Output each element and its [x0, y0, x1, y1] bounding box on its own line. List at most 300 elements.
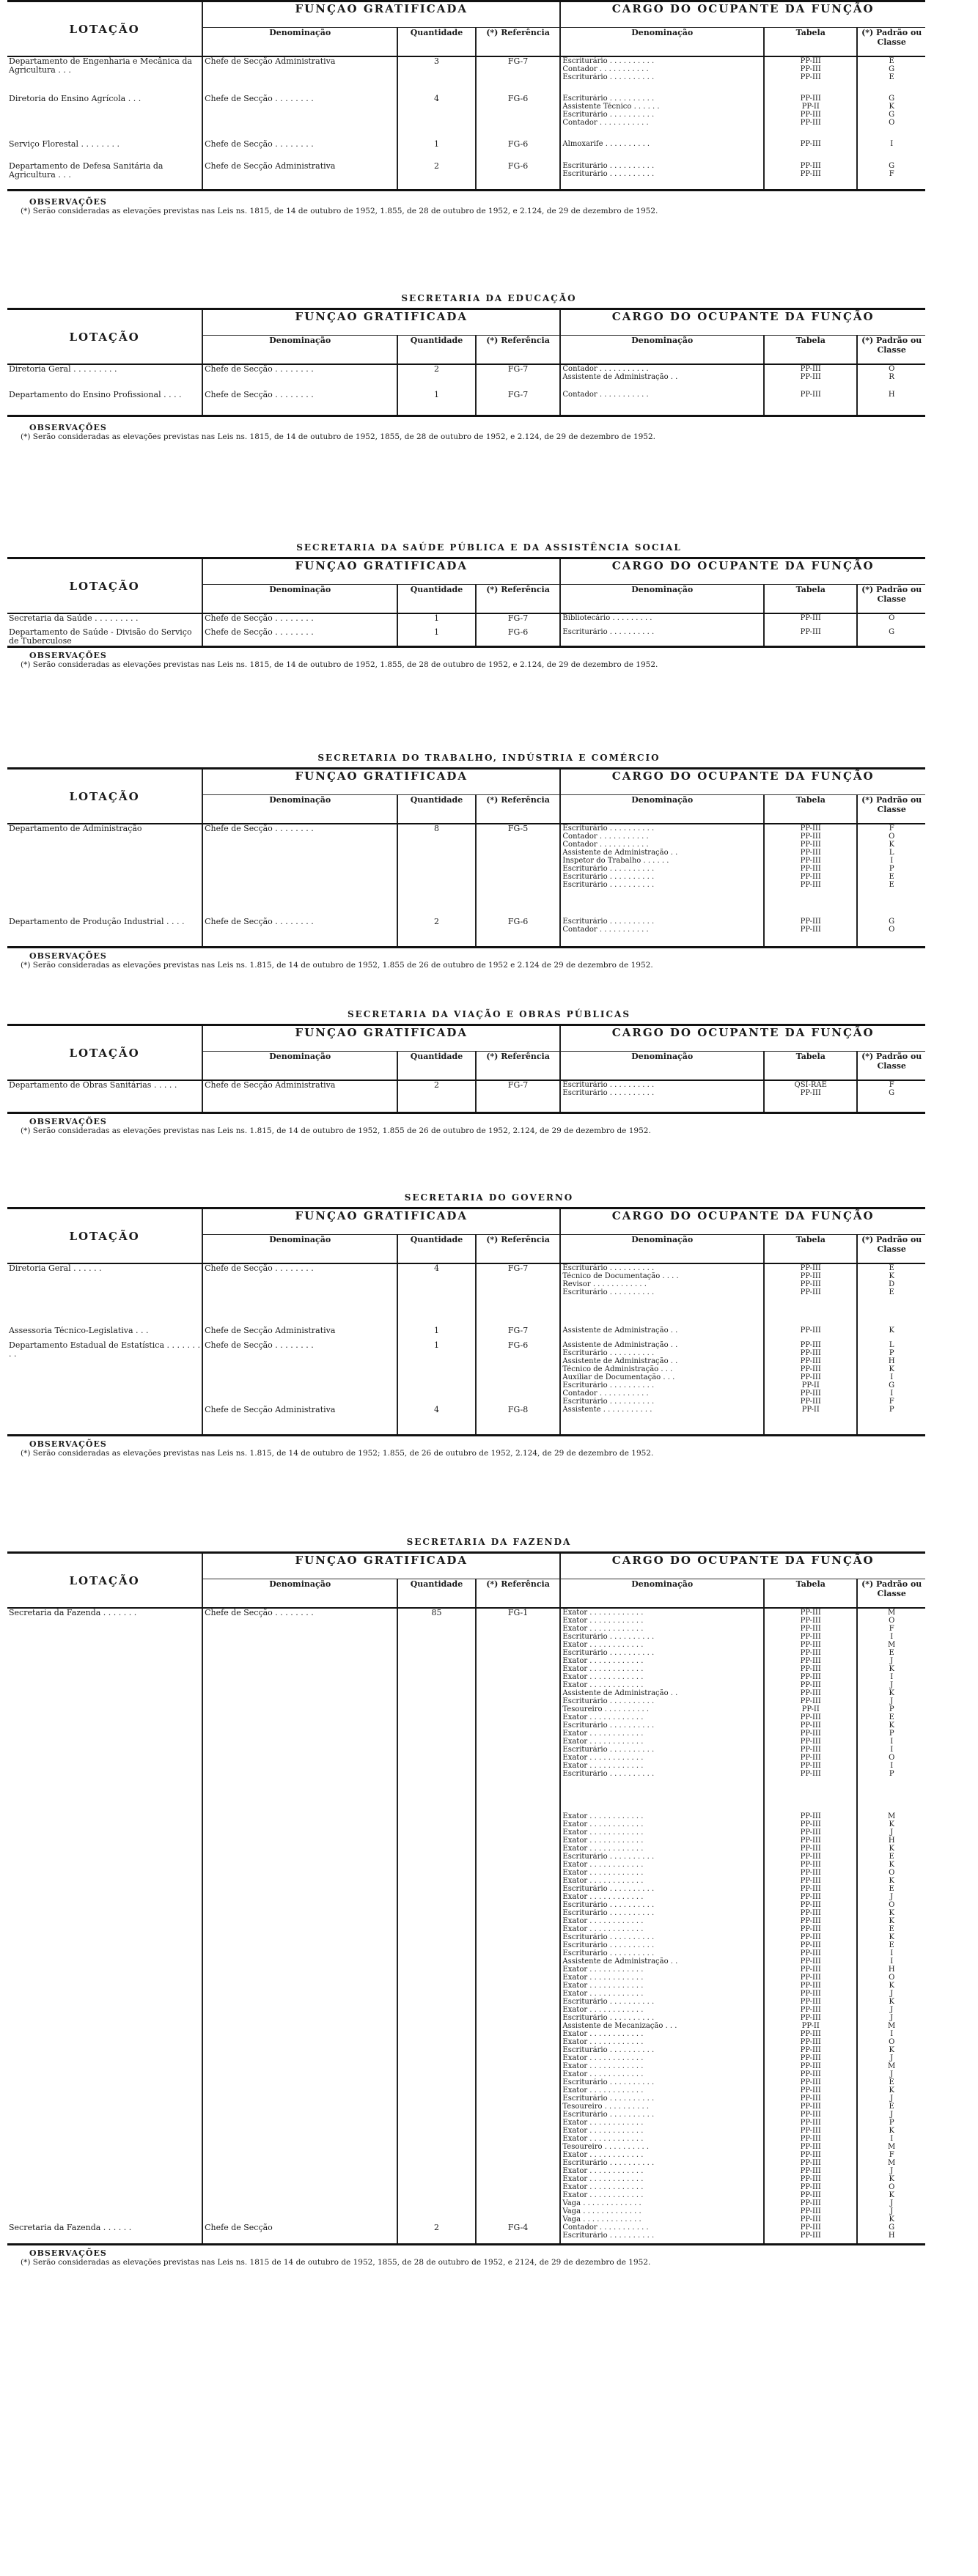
- padroe-line: M: [888, 1812, 896, 1820]
- padroe-line: F: [889, 824, 894, 833]
- cargo-line: Escriturário . . . . . . . . . .: [562, 1998, 655, 2006]
- cargo-line: Exator . . . . . . . . . . . .: [562, 2135, 644, 2143]
- lotacao-cell: Departamento de Defesa Sanitária da Agricultura . . .: [9, 162, 163, 180]
- cargo-line: Exator . . . . . . . . . . . .: [562, 1754, 644, 1762]
- quantidade-header: Quantidade: [397, 1235, 475, 1264]
- funcao-cell: Chefe de Secção . . . . . . . .: [202, 628, 397, 647]
- padroe-line: E: [889, 1649, 894, 1657]
- padroes-cell: [857, 1326, 925, 1341]
- funcao-cell: Chefe de Secção . . . . . . . .: [202, 364, 397, 391]
- tabela-line: PP-III: [800, 2151, 821, 2159]
- padroes-cell: [857, 391, 925, 416]
- tabela-line: PP-III: [800, 1957, 821, 1966]
- quantidade-header: Quantidade: [397, 336, 475, 365]
- data-table: [7, 1024, 925, 1114]
- padroe-line: P: [889, 865, 894, 873]
- cargo-line: Auxiliar de Documentação . . .: [562, 1373, 675, 1381]
- cargo-line: Escriturário . . . . . . . . . .: [562, 1089, 655, 1097]
- padroes-cell: [857, 1341, 925, 1406]
- tabela-line: PP-III: [800, 2111, 821, 2119]
- padroe-line: F: [889, 2151, 894, 2159]
- cargo-header: CARGO DO OCUPANTE DA FUNÇÃO: [560, 558, 925, 585]
- tabela-line: PP-III: [800, 1998, 821, 2006]
- section-6: [0, 1535, 978, 2267]
- padroe-line: G: [889, 95, 895, 103]
- cargo-line: Tesoureiro . . . . . . . . . .: [562, 2143, 650, 2151]
- padroe-line: E: [889, 2103, 894, 2111]
- cargos-cell: [560, 364, 764, 391]
- cargo-line: Escriturário . . . . . . . . . .: [562, 1381, 655, 1390]
- tabela-line: PP-III: [800, 1990, 821, 1998]
- lotacao-cell: Secretaria da Saúde . . . . . . . . .: [9, 613, 139, 623]
- funcao-cell: Chefe de Secção . . . . . . . .: [202, 1263, 397, 1326]
- padroe-line: K: [889, 1820, 894, 1828]
- tabela-line: PP-III: [800, 1288, 821, 1296]
- cargo-denominacao-header: Denominação: [560, 1579, 764, 1609]
- padroe-line: K: [889, 1982, 894, 1990]
- tabelas-cell: [764, 56, 857, 95]
- tabela-line: PP-III: [800, 2167, 821, 2175]
- tabelas-cell: [764, 613, 857, 628]
- cargo-line: Exator . . . . . . . . . . . .: [562, 2006, 644, 2014]
- padroes-cell: [857, 140, 925, 162]
- padroe-line: O: [889, 926, 895, 934]
- padroe-line: G: [889, 2223, 895, 2232]
- cargo-line: Bibliotecário . . . . . . . . .: [562, 614, 652, 622]
- cargo-line: Escriturário . . . . . . . . . .: [562, 2095, 655, 2103]
- funcao-cell: Chefe de Secção Administrativa: [202, 162, 397, 190]
- tabela-line: PP-III: [800, 119, 821, 127]
- tabela-line: PP-III: [800, 1665, 821, 1673]
- tabela-line: PP-III: [800, 2232, 821, 2240]
- tabela-line: PP-III: [800, 849, 821, 857]
- padroe-line: G: [889, 1381, 895, 1390]
- referencia-header: (*) Referência: [476, 336, 561, 365]
- tabela-line: PP-III: [800, 1762, 821, 1770]
- tabelas-cell: [764, 1263, 857, 1326]
- section-title: SECRETARIA DA VIAÇÃO E OBRAS PÚBLICAS: [347, 1009, 631, 1019]
- padroe-line: E: [889, 1264, 894, 1272]
- tabela-header: Tabela: [764, 585, 857, 614]
- funcao-cell: Chefe de Secção Administrativa: [202, 1080, 397, 1112]
- cargo-line: Exator . . . . . . . . . . . .: [562, 1730, 644, 1738]
- table-row: [7, 1341, 925, 1406]
- cargo-line: Exator . . . . . . . . . . . .: [562, 1641, 644, 1649]
- lotacao-cell: Departamento Estadual de Estatística . . . . . . . . .: [9, 1341, 200, 1359]
- padroe-line: H: [888, 1357, 895, 1365]
- padroe-line: M: [888, 2022, 896, 2030]
- cargo-line: Vaga . . . . . . . . . . . . .: [562, 2207, 641, 2215]
- tabela-line: PP-III: [800, 628, 821, 636]
- cargo-line: Exator . . . . . . . . . . . .: [562, 2119, 644, 2127]
- referencia-cell: FG-7: [476, 1326, 561, 1341]
- referencia-cell: FG-7: [476, 364, 561, 391]
- padroe-line: H: [888, 1837, 895, 1845]
- cargo-line: Exator . . . . . . . . . . . .: [562, 1845, 644, 1853]
- tabela-line: PP-III: [800, 2119, 821, 2127]
- padrao-header: (*) Padrão ou Classe: [857, 336, 925, 365]
- quantidade-cell: 8: [397, 824, 475, 918]
- tabela-line: PP-III: [800, 1365, 821, 1373]
- tabela-header: Tabela: [764, 28, 857, 57]
- quantidade-cell: 4: [397, 1406, 475, 1435]
- referencia-header: (*) Referência: [476, 28, 561, 57]
- table-row: [7, 613, 925, 628]
- padrao-header: (*) Padrão ou Classe: [857, 585, 925, 614]
- observacoes-title: OBSERVAÇÕES: [29, 196, 107, 207]
- tabela-line: PP-III: [800, 1770, 821, 1778]
- cargo-line: Exator . . . . . . . . . . . .: [562, 1925, 644, 1933]
- table-row: [7, 918, 925, 947]
- cargo-line: Assistente de Administração . .: [562, 1326, 678, 1335]
- tabela-line: PP-III: [800, 824, 821, 833]
- funcao-denominacao-header: Denominação: [202, 1579, 397, 1609]
- tabela-line: PP-III: [800, 140, 821, 148]
- padroe-line: M: [888, 2159, 896, 2167]
- section-4: [0, 1008, 978, 1135]
- tabela-line: PP-III: [800, 1697, 821, 1705]
- tabela-line: PP-III: [800, 2006, 821, 2014]
- lotacao-cell: Departamento de Engenharia e Mecânica da Agricultura . . .: [9, 56, 192, 75]
- tabela-line: PP-III: [800, 2095, 821, 2103]
- tabela-line: PP-III: [800, 2070, 821, 2078]
- cargo-line: Vaga . . . . . . . . . . . . .: [562, 2215, 641, 2223]
- padroe-line: O: [889, 614, 895, 622]
- padroe-line: K: [889, 1998, 894, 2006]
- cargo-line: Escriturário . . . . . . . . . .: [562, 2014, 655, 2022]
- padroe-line: M: [888, 2143, 896, 2151]
- tabela-line: PP-II: [801, 2022, 820, 2030]
- cargo-line: Escriturário . . . . . . . . . .: [562, 881, 655, 889]
- funcao-header: FUNÇAO GRATIFICADA: [202, 1208, 560, 1235]
- quantidade-cell: 1: [397, 613, 475, 628]
- padroe-line: I: [890, 1633, 894, 1641]
- padroe-line: G: [889, 918, 895, 926]
- funcao-denominacao-header: Denominação: [202, 585, 397, 614]
- table-row: [7, 95, 925, 140]
- padroe-line: K: [889, 1877, 894, 1885]
- referencia-header: (*) Referência: [476, 795, 561, 824]
- funcao-cell: Chefe de Secção Administrativa: [202, 1406, 397, 1435]
- cargo-line: Exator . . . . . . . . . . . .: [562, 1837, 644, 1845]
- tabela-line: PP-III: [800, 2086, 821, 2095]
- funcao-header: FUNÇAO GRATIFICADA: [202, 1, 560, 28]
- cargo-line: Contador . . . . . . . . . . .: [562, 833, 649, 841]
- padroe-line: I: [890, 1373, 894, 1381]
- cargo-header: CARGO DO OCUPANTE DA FUNÇÃO: [560, 1, 925, 28]
- tabela-line: PP-III: [800, 391, 821, 399]
- cargo-line: Escriturário . . . . . . . . . .: [562, 1909, 655, 1917]
- cargo-header: CARGO DO OCUPANTE DA FUNÇÃO: [560, 1025, 925, 1052]
- tabela-line: PP-III: [800, 1974, 821, 1982]
- cargo-line: Escriturário . . . . . . . . . .: [562, 95, 655, 103]
- tabela-header: Tabela: [764, 795, 857, 824]
- cargo-line: Tesoureiro . . . . . . . . . .: [562, 2103, 650, 2111]
- cargo-denominacao-header: Denominação: [560, 1235, 764, 1264]
- padroe-line: K: [889, 1365, 894, 1373]
- section-3: [0, 751, 978, 970]
- empty-cell: [202, 1783, 397, 2223]
- funcao-cell: Chefe de Secção . . . . . . . .: [202, 918, 397, 947]
- section-1: [0, 293, 978, 441]
- cargo-line: Contador . . . . . . . . . . .: [562, 391, 649, 399]
- tabela-line: PP-III: [800, 1925, 821, 1933]
- tabela-line: PP-III: [800, 2127, 821, 2135]
- cargo-line: Exator . . . . . . . . . . . .: [562, 1893, 644, 1901]
- tabela-line: PP-III: [800, 1982, 821, 1990]
- padroes-cell: [857, 613, 925, 628]
- padroe-line: E: [889, 1885, 894, 1893]
- padroe-line: K: [889, 1917, 894, 1925]
- tabela-line: PP-III: [800, 1280, 821, 1288]
- padroe-line: O: [889, 2038, 895, 2046]
- cargos-cell: [560, 824, 764, 918]
- referencia-cell: FG-8: [476, 1406, 561, 1435]
- funcao-denominacao-header: Denominação: [202, 1052, 397, 1081]
- tabela-line: PP-III: [800, 2103, 821, 2111]
- quantidade-cell: 2: [397, 1080, 475, 1112]
- tabela-line: PP-III: [800, 881, 821, 889]
- cargo-line: Escriturário . . . . . . . . . .: [562, 2159, 655, 2167]
- cargo-line: Exator . . . . . . . . . . . .: [562, 1974, 644, 1982]
- funcao-cell: Chefe de Secção Administrativa: [202, 56, 397, 95]
- cargo-line: Exator . . . . . . . . . . . .: [562, 2127, 644, 2135]
- padroe-line: E: [889, 1941, 894, 1949]
- cargo-line: Contador . . . . . . . . . . .: [562, 365, 649, 373]
- padroe-line: P: [889, 1406, 894, 1414]
- tabela-line: PP-III: [800, 162, 821, 170]
- funcao-cell: Chefe de Secção . . . . . . . .: [202, 391, 397, 416]
- padroes-cell: [857, 56, 925, 95]
- tabela-line: PP-III: [800, 2183, 821, 2191]
- padroe-line: P: [889, 1349, 894, 1357]
- padroe-line: K: [889, 1845, 894, 1853]
- observacoes-text: (*) Serão consideradas as elevações previstas nas Leis ns. 1.815, de 14 de outubro de 1952, 1.855 de 26 de outubro de 1952 e 2.124 de 29 de dezembro de 1952.: [21, 960, 653, 970]
- funcao-denominacao-header: Denominação: [202, 28, 397, 57]
- padroes-cell: [857, 2223, 925, 2244]
- table-row: [7, 162, 925, 190]
- cargo-line: Assistente de Administração . .: [562, 373, 678, 381]
- quantidade-cell: 3: [397, 56, 475, 95]
- cargo-line: Escriturário . . . . . . . . . .: [562, 1933, 655, 1941]
- padroe-line: O: [889, 1901, 895, 1909]
- padroe-line: K: [889, 2127, 894, 2135]
- padroe-line: G: [889, 628, 895, 636]
- cargo-line: Exator . . . . . . . . . . . .: [562, 1820, 644, 1828]
- tabela-line: PP-III: [800, 373, 821, 381]
- cargo-line: Escriturário . . . . . . . . . .: [562, 1901, 655, 1909]
- referencia-cell: FG-6: [476, 628, 561, 647]
- padroe-line: E: [889, 873, 894, 881]
- section-title: SECRETARIA DA FAZENDA: [406, 1537, 572, 1547]
- padroe-line: K: [889, 103, 894, 111]
- cargo-denominacao-header: Denominação: [560, 585, 764, 614]
- tabela-line: PP-III: [800, 57, 821, 65]
- tabelas-cell: [764, 1783, 857, 2223]
- cargo-header: CARGO DO OCUPANTE DA FUNÇÃO: [560, 1553, 925, 1579]
- cargo-line: Escriturário . . . . . . . . . .: [562, 628, 655, 636]
- referencia-cell: FG-7: [476, 613, 561, 628]
- cargos-cell: [560, 95, 764, 140]
- cargo-line: Escriturário . . . . . . . . . .: [562, 57, 655, 65]
- cargo-line: Assistente de Administração . .: [562, 849, 678, 857]
- cargo-line: Escriturário . . . . . . . . . .: [562, 824, 655, 833]
- quantidade-header: Quantidade: [397, 1579, 475, 1609]
- cargo-line: Exator . . . . . . . . . . . .: [562, 1762, 644, 1770]
- cargo-line: Exator . . . . . . . . . . . .: [562, 1617, 644, 1625]
- cargo-line: Escriturário . . . . . . . . . .: [562, 1649, 655, 1657]
- padroe-line: J: [890, 1990, 894, 1998]
- tabela-line: PP-III: [800, 1877, 821, 1885]
- cargo-line: Escriturário . . . . . . . . . .: [562, 1885, 655, 1893]
- table-row: [7, 391, 925, 416]
- padroe-line: M: [888, 1609, 896, 1617]
- padroes-cell: [857, 95, 925, 140]
- lotacao-cell: [7, 1783, 202, 2223]
- funcao-header: FUNÇAO GRATIFICADA: [202, 1025, 560, 1052]
- funcao-cell: Chefe de Secção Administrativa: [202, 1326, 397, 1341]
- cargo-line: Exator . . . . . . . . . . . .: [562, 1625, 644, 1633]
- tabelas-cell: [764, 140, 857, 162]
- tabela-line: PP-II: [801, 1406, 820, 1414]
- padroe-line: L: [889, 849, 894, 857]
- lotacao-header: LOTAÇÃO: [7, 558, 202, 614]
- tabela-line: PP-III: [800, 1853, 821, 1861]
- referencia-cell: FG-7: [476, 391, 561, 416]
- padroes-cell: [857, 1406, 925, 1435]
- padroe-line: H: [888, 2232, 895, 2240]
- padroe-line: R: [889, 373, 894, 381]
- cargo-line: Escriturário . . . . . . . . . .: [562, 873, 655, 881]
- padroe-line: J: [890, 1893, 894, 1901]
- tabela-header: Tabela: [764, 1235, 857, 1264]
- tabela-line: PP-III: [800, 95, 821, 103]
- lotacao-header: LOTAÇÃO: [7, 1208, 202, 1264]
- tabela-line: PP-III: [800, 2062, 821, 2070]
- padroe-line: G: [889, 1089, 895, 1097]
- tabela-line: PP-III: [800, 1633, 821, 1641]
- padroes-cell: [857, 364, 925, 391]
- lotacao-cell: Diretoria Geral . . . . . . . . .: [9, 364, 117, 374]
- tabela-line: PP-III: [800, 1746, 821, 1754]
- cargos-cell: [560, 162, 764, 190]
- lotacao-cell: Diretoria Geral . . . . . .: [9, 1263, 102, 1273]
- cargo-line: Escriturário . . . . . . . . . .: [562, 865, 655, 873]
- cargo-line: Exator . . . . . . . . . . . .: [562, 1861, 644, 1869]
- lotacao-header: LOTAÇÃO: [7, 309, 202, 365]
- tabela-line: PP-III: [800, 1754, 821, 1762]
- padroe-line: E: [889, 881, 894, 889]
- tabela-line: PP-III: [800, 918, 821, 926]
- cargo-line: Exator . . . . . . . . . . . .: [562, 2054, 644, 2062]
- padroe-line: K: [889, 1861, 894, 1869]
- section-2: [0, 541, 978, 669]
- cargo-line: Exator . . . . . . . . . . . .: [562, 1673, 644, 1681]
- tabela-line: PP-III: [800, 2054, 821, 2062]
- cargo-line: Contador . . . . . . . . . . .: [562, 65, 649, 73]
- tabela-line: PP-III: [800, 1713, 821, 1721]
- cargo-line: Inspetor do Trabalho . . . . . .: [562, 857, 669, 865]
- tabela-line: PP-III: [800, 111, 821, 119]
- cargo-line: Exator . . . . . . . . . . . .: [562, 2151, 644, 2159]
- tabela-line: PP-III: [800, 365, 821, 373]
- tabela-line: PP-III: [800, 1341, 821, 1349]
- padroe-line: K: [889, 2215, 894, 2223]
- cargo-line: Assistente de Mecanização . . .: [562, 2022, 677, 2030]
- cargo-line: Escriturário . . . . . . . . . .: [562, 1721, 655, 1730]
- tabela-line: PP-III: [800, 1845, 821, 1853]
- tabela-line: PP-III: [800, 2135, 821, 2143]
- funcao-header: FUNÇAO GRATIFICADA: [202, 769, 560, 795]
- lotacao-cell: Departamento de Obras Sanitárias . . . . .: [9, 1080, 177, 1090]
- funcao-header: FUNÇAO GRATIFICADA: [202, 309, 560, 336]
- cargo-line: Assistente Técnico . . . . . .: [562, 103, 660, 111]
- padroes-cell: [857, 1783, 925, 2223]
- padroe-line: F: [889, 1625, 894, 1633]
- table-row: [7, 56, 925, 95]
- cargo-line: Exator . . . . . . . . . . . .: [562, 2070, 644, 2078]
- tabela-header: Tabela: [764, 1052, 857, 1081]
- padroe-line: D: [889, 1280, 895, 1288]
- padroe-line: J: [890, 1657, 894, 1665]
- quantidade-cell: 2: [397, 364, 475, 391]
- data-table: [7, 1207, 925, 1436]
- padroe-line: O: [889, 1869, 895, 1877]
- section-0: [0, 0, 978, 215]
- padroe-line: E: [889, 2078, 894, 2086]
- padroe-line: E: [889, 73, 894, 81]
- padroe-line: K: [889, 2175, 894, 2183]
- padroe-line: J: [890, 2167, 894, 2175]
- padroe-line: K: [889, 1909, 894, 1917]
- data-table: [7, 0, 925, 191]
- cargo-line: Contador . . . . . . . . . . .: [562, 119, 649, 127]
- funcao-cell: Chefe de Secção . . . . . . . .: [202, 140, 397, 162]
- tabela-line: PP-III: [800, 1641, 821, 1649]
- padroe-line: O: [889, 1617, 895, 1625]
- referencia-header: (*) Referência: [476, 1579, 561, 1609]
- tabela-line: PP-III: [800, 1885, 821, 1893]
- lotacao-cell: Departamento de Administração: [9, 824, 142, 833]
- table-row: [7, 364, 925, 391]
- tabela-line: PP-III: [800, 1869, 821, 1877]
- referencia-cell: FG-1: [476, 1608, 561, 1783]
- table-row: [7, 1406, 925, 1435]
- padroe-line: P: [889, 1770, 894, 1778]
- tabela-line: PP-III: [800, 1689, 821, 1697]
- padroes-cell: [857, 628, 925, 647]
- cargos-cell: [560, 1608, 764, 1783]
- padroe-line: I: [890, 1949, 894, 1957]
- padroe-line: J: [890, 1697, 894, 1705]
- cargos-cell: [560, 140, 764, 162]
- cargo-line: Contador . . . . . . . . . . .: [562, 2223, 649, 2232]
- padroe-line: O: [889, 1974, 895, 1982]
- padroe-line: P: [889, 2119, 894, 2127]
- tabela-line: PP-III: [800, 1649, 821, 1657]
- tabela-line: PP-III: [800, 1349, 821, 1357]
- tabela-line: PP-III: [800, 1901, 821, 1909]
- tabela-line: PP-III: [800, 1373, 821, 1381]
- tabela-line: PP-III: [800, 1721, 821, 1730]
- tabelas-cell: [764, 2223, 857, 2244]
- cargo-line: Escriturário . . . . . . . . . .: [562, 1633, 655, 1641]
- padroe-line: J: [890, 2199, 894, 2207]
- cargo-line: Exator . . . . . . . . . . . .: [562, 1738, 644, 1746]
- tabelas-cell: [764, 391, 857, 416]
- tabela-line: PP-III: [800, 857, 821, 865]
- tabela-line: PP-III: [800, 1673, 821, 1681]
